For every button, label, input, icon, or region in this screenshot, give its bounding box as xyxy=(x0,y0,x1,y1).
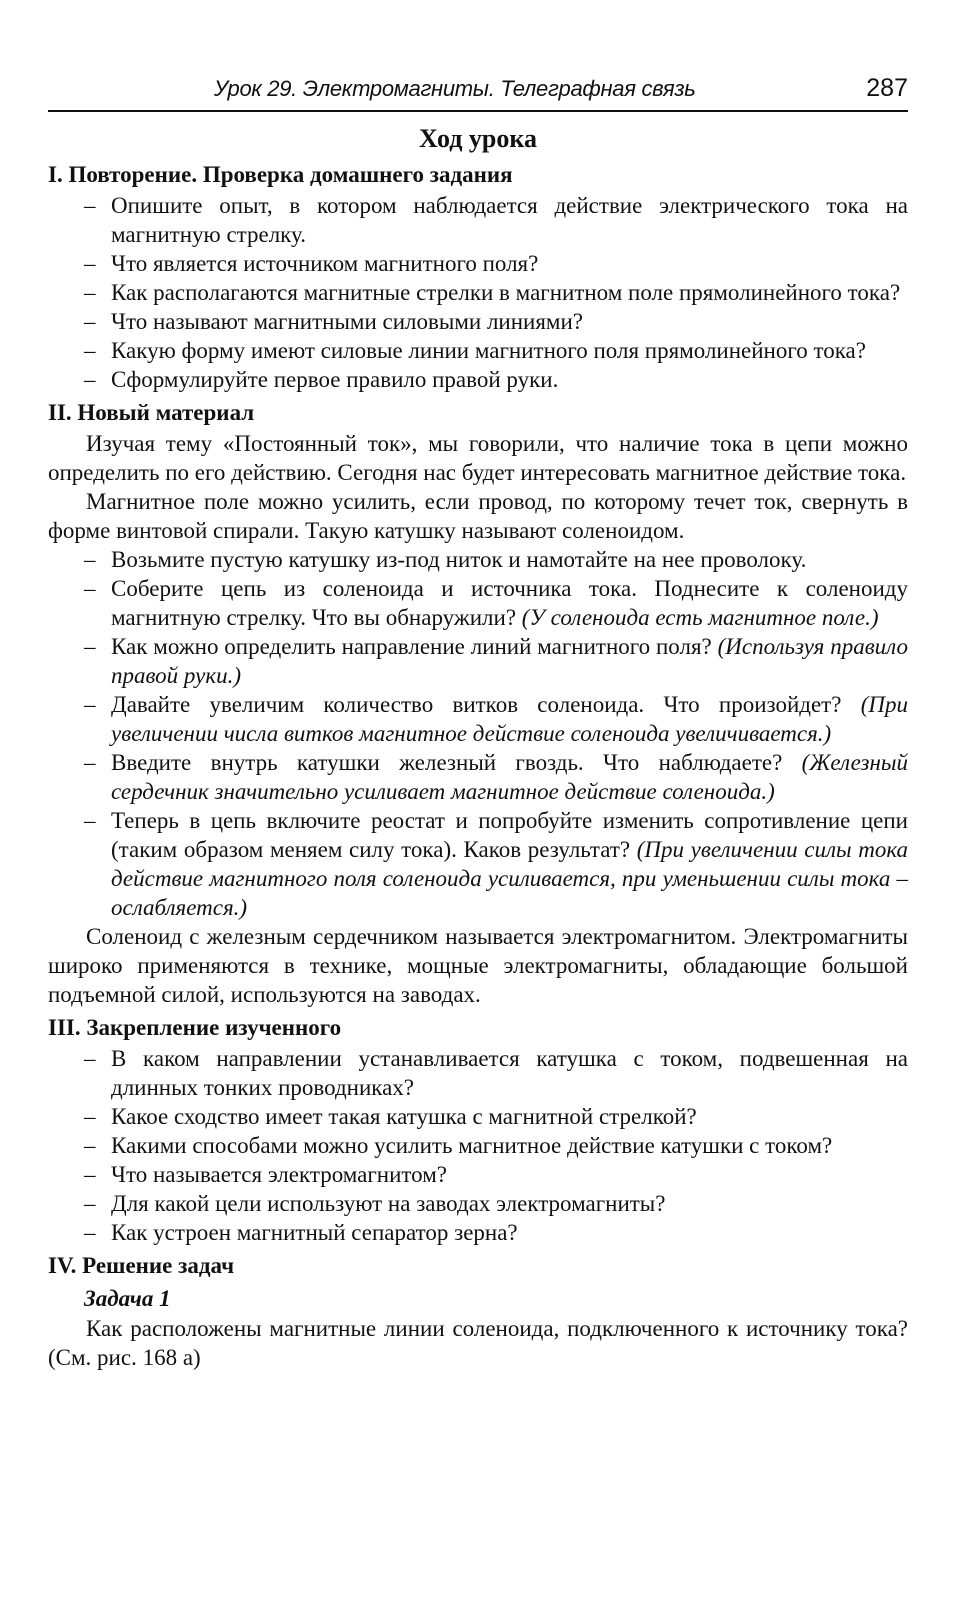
list-item xyxy=(48,1189,908,1218)
list-item xyxy=(48,336,908,365)
answer-text: (Используя правило правой руки.) xyxy=(111,634,908,688)
list-item-text: Возьмите пустую катушку из-под ниток и намотайте на нее проволоку. xyxy=(111,547,807,572)
list-item xyxy=(48,806,908,922)
list-item xyxy=(48,1131,908,1160)
list-item xyxy=(48,545,908,574)
list-item-text: Как устроен магнитный сепаратор зерна? xyxy=(111,1220,518,1245)
list-item-text: Какую форму имеют силовые линии магнитного поля прямолинейного тока? xyxy=(111,338,866,363)
dash-bullet: – xyxy=(84,547,96,572)
paragraph: Изучая тему «Постоянный ток», мы говорили, что наличие тока в цепи можно определить по его действию. Сегодня нас будет интересовать магнитное действие тока. xyxy=(48,431,908,485)
section-heading-1: I. Повторение. Проверка домашнего задания xyxy=(48,162,513,187)
dash-bullet: – xyxy=(84,338,96,363)
list-item-text: Сформулируйте первое правило правой руки. xyxy=(111,367,559,392)
list-item xyxy=(48,307,908,336)
paragraph: Соленоид с железным сердечником называется электромагнитом. Электромагниты широко применяются в технике, мощные электромагниты, обладающие большой подъемной силой, используются на заводах. xyxy=(48,924,908,1007)
list-item xyxy=(48,1044,908,1102)
list-item xyxy=(48,632,908,690)
list-item-text: Какое сходство имеет такая катушка с магнитной стрелкой? xyxy=(111,1104,697,1129)
list-item xyxy=(48,365,908,394)
list-item xyxy=(48,249,908,278)
dash-bullet: – xyxy=(84,1046,96,1071)
dash-bullet: – xyxy=(84,280,96,305)
list-item-text: Теперь в цепь включите реостат и попробуйте изменить сопротивление цепи (таким образом меняем силу тока). Каков результат? xyxy=(111,808,908,862)
list-item-text: Какими способами можно усилить магнитное действие катушки с током? xyxy=(111,1133,833,1158)
list-item-text: Опишите опыт, в котором наблюдается действие электрического тока на магнитную стрелку. xyxy=(111,193,908,247)
question-list-1 xyxy=(48,191,908,394)
answer-text: (При увеличении числа витков магнитное действие соленоида увеличивается.) xyxy=(111,692,908,746)
section-heading-4: IV. Решение задач xyxy=(48,1253,235,1278)
list-item-text: Что называют магнитными силовыми линиями? xyxy=(111,309,584,334)
list-item xyxy=(48,574,908,632)
dash-bullet: – xyxy=(84,634,96,659)
page-number: 287 xyxy=(866,74,908,102)
list-item xyxy=(48,1160,908,1189)
dash-bullet: – xyxy=(84,1133,96,1158)
dash-bullet: – xyxy=(84,193,96,218)
paragraph: Магнитное поле можно усилить, если провод, по которому течет ток, свернуть в форме винтовой спирали. Такую катушку называют соленоидом. xyxy=(48,489,908,543)
list-item xyxy=(48,1102,908,1131)
page-title: Ход урока xyxy=(419,124,537,153)
list-item-text: В каком направлении устанавливается катушка с током, подвешенная на длинных тонких проводниках? xyxy=(111,1046,908,1100)
dash-bullet: – xyxy=(84,367,96,392)
question-list-3 xyxy=(48,1044,908,1247)
section-heading-2: II. Новый материал xyxy=(48,400,255,425)
list-item-text: Соберите цепь из соленоида и источника тока. Поднесите к соленоиду магнитную стрелку. Что вы обнаружили? xyxy=(111,576,908,630)
document-page xyxy=(48,72,908,1372)
list-item xyxy=(48,748,908,806)
task-label: Задача 1 xyxy=(84,1286,171,1311)
dash-bullet: – xyxy=(84,750,96,775)
list-item-text: Что называется электромагнитом? xyxy=(111,1162,447,1187)
dash-bullet: – xyxy=(84,808,96,833)
dash-bullet: – xyxy=(84,309,96,334)
list-item-text: Как располагаются магнитные стрелки в магнитном поле прямолинейного тока? xyxy=(111,280,901,305)
running-title: Урок 29. Электромагниты. Телеграфная связь xyxy=(214,76,696,101)
task-text: Как расположены магнитные линии соленоида, подключенного к источнику тока? (См. рис. 168 а) xyxy=(48,1316,908,1370)
question-list-2 xyxy=(48,545,908,922)
dash-bullet: – xyxy=(84,1191,96,1216)
list-item-text: Для какой цели используют на заводах электромагниты? xyxy=(111,1191,666,1216)
dash-bullet: – xyxy=(84,692,96,717)
running-header xyxy=(48,72,908,112)
list-item xyxy=(48,191,908,249)
list-item-text: Введите внутрь катушки железный гвоздь. Что наблюдаете? xyxy=(111,750,802,775)
answer-text: (Железный сердечник значительно усиливает магнитное действие соленоида.) xyxy=(111,750,908,804)
dash-bullet: – xyxy=(84,576,96,601)
dash-bullet: – xyxy=(84,1220,96,1245)
dash-bullet: – xyxy=(84,1104,96,1129)
dash-bullet: – xyxy=(84,1162,96,1187)
dash-bullet: – xyxy=(84,251,96,276)
list-item xyxy=(48,690,908,748)
answer-text: (У соленоида есть магнитное поле.) xyxy=(521,605,879,630)
list-item-text: Давайте увеличим количество витков соленоида. Что произойдет? xyxy=(111,692,861,717)
list-item-text: Что является источником магнитного поля? xyxy=(111,251,539,276)
section-heading-3: III. Закрепление изученного xyxy=(48,1015,342,1040)
answer-text: (При увеличении силы тока действие магнитного поля соленоида усиливается, при уменьшении силы тока – ослабляется.) xyxy=(111,837,909,920)
list-item xyxy=(48,1218,908,1247)
list-item-text: Как можно определить направление линий магнитного поля? xyxy=(111,634,718,659)
list-item xyxy=(48,278,908,307)
